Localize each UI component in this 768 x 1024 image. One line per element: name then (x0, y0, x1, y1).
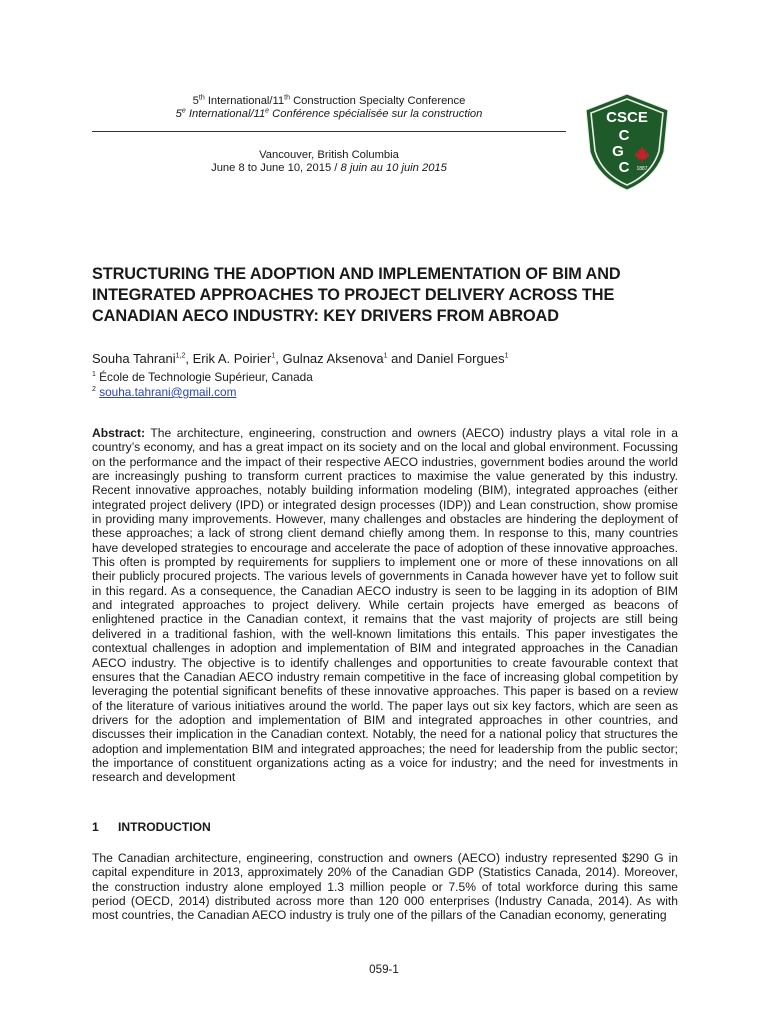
conference-location: Vancouver, British Columbia (259, 149, 399, 161)
logo-text-csce: CSCE (606, 109, 648, 126)
paper-title (92, 264, 682, 327)
page-number: 059-1 (369, 963, 399, 976)
abstract-text: The architecture, engineering, construction and owners (AECO) industry plays a vital role in a country’s economy, and has a great impact on its society and on the local and global environment. Focussing on the performance and the impact of their respective AECO industries, government bodies around the world are increasingly pushing to transform current practices to maximise the value generated by this industry. Recent innovative approaches, notably building information modeling (BIM), integrated approaches (either integrated project delivery (IPD) or integrated design processes (IDP)) and Lean construction, show promise in providing many improvements. However, many challenges and obstacles are hindering the deployment of these approaches; a lack of strong client demand chiefly among them. In response to this, many countries have developed strategies to encourage and accelerate the pace of adoption of these innovative approaches. This often is prompted by requirements for suppliers to implement one or more of these innovations on all their publicly procured projects. The various levels of governments in Canada however have yet to follow suit in this regard. As a consequence, the Canadian AECO industry is seen to be lagging in its adoption of BIM and integrated approaches to project delivery. While certain projects have emerged as beacons of enlightened practice in the Canadian context, it remains that the vast majority of projects are still being delivered in a traditional fashion, with the well-known limitations this entails. This paper investigates the contextual challenges in adoption and implementation of BIM and integrated approaches in the Canadian AECO industry. The objective is to identify challenges and opportunities to create favourable context that ensures that the Canadian AECO industry remain competitive in the face of increasing global competition by leveraging the potential significant benefits of these innovative approaches. This paper is based on a review of the literature of various initiatives around the world. The paper lays out six key factors, which are seen as drivers for the adoption and implementation of BIM and integrated approaches in other countries, and discusses their implication in the Canadian context. Notably, the need for a national policy that structures the adoption and implementation BIM and integrated approaches; the need for leadership from the public sector; the importance of constituent organizations acting as a voice for industry; and the need for investments in research and development (92, 426, 678, 785)
section-heading-introduction: 1 INTRODUCTION (92, 820, 211, 834)
logo-year: 1887 (636, 166, 648, 172)
csce-logo (582, 92, 672, 192)
conference-name-en: 5th International/11th Construction Specialty Conference (192, 94, 466, 107)
logo-text-g: G (612, 143, 624, 160)
author-list: Souha Tahrani$^{1,2}$, Erik A. Poirier$^1$, Gulnaz Aksenova$^1$ and Daniel Forgues$^1$ (92, 351, 509, 366)
abstract-label: Abstract: (92, 426, 146, 440)
author-email-link[interactable]: souha.tahrani@gmail.com (99, 385, 237, 399)
affiliation-1: $^1$ École de Technologie Supérieur, Canada (92, 370, 313, 384)
affiliation-2: $^2$ souha.tahrani@gmail.com (92, 385, 237, 399)
author-name: Daniel Forgues (416, 351, 505, 366)
abstract (92, 426, 678, 785)
author-name: Gulnaz Aksenova (282, 351, 384, 366)
title-line: INTEGRATED APPROACHES TO PROJECT DELIVERY ACROSS THE (92, 286, 615, 304)
logo-text-c2: C (618, 159, 630, 176)
title-line: CANADIAN AECO INDUSTRY: KEY DRIVERS FROM ABROAD (92, 307, 559, 325)
author-name: Erik A. Poirier (192, 351, 272, 366)
title-line: STRUCTURING THE ADOPTION AND IMPLEMENTATION OF BIM AND (92, 265, 621, 283)
introduction-paragraph: The Canadian architecture, engineering, construction and owners (AECO) industry represented $290 G in capital expenditure in 2013, approximately 20% of the Canadian GDP (Statistics Canada, 2014). Moreover, the construction industry alone employed 1.3 million people or 7.5% of total workforce during this same period (OECD, 2014) distributed across more than 120 000 enterprises (Industry Canada, 2014). As with most countries, the Canadian AECO industry is truly one of the pillars of the Canadian economy, generating (92, 851, 678, 923)
logo-text-c: C (618, 127, 630, 144)
header-divider (92, 131, 566, 132)
conference-dates: June 8 to June 10, 2015 / 8 juin au 10 juin 2015 (211, 162, 447, 174)
conference-name-fr: 5e International/11e Conférence spécialisée sur la construction (175, 107, 483, 120)
author-name: Souha Tahrani (92, 351, 176, 366)
